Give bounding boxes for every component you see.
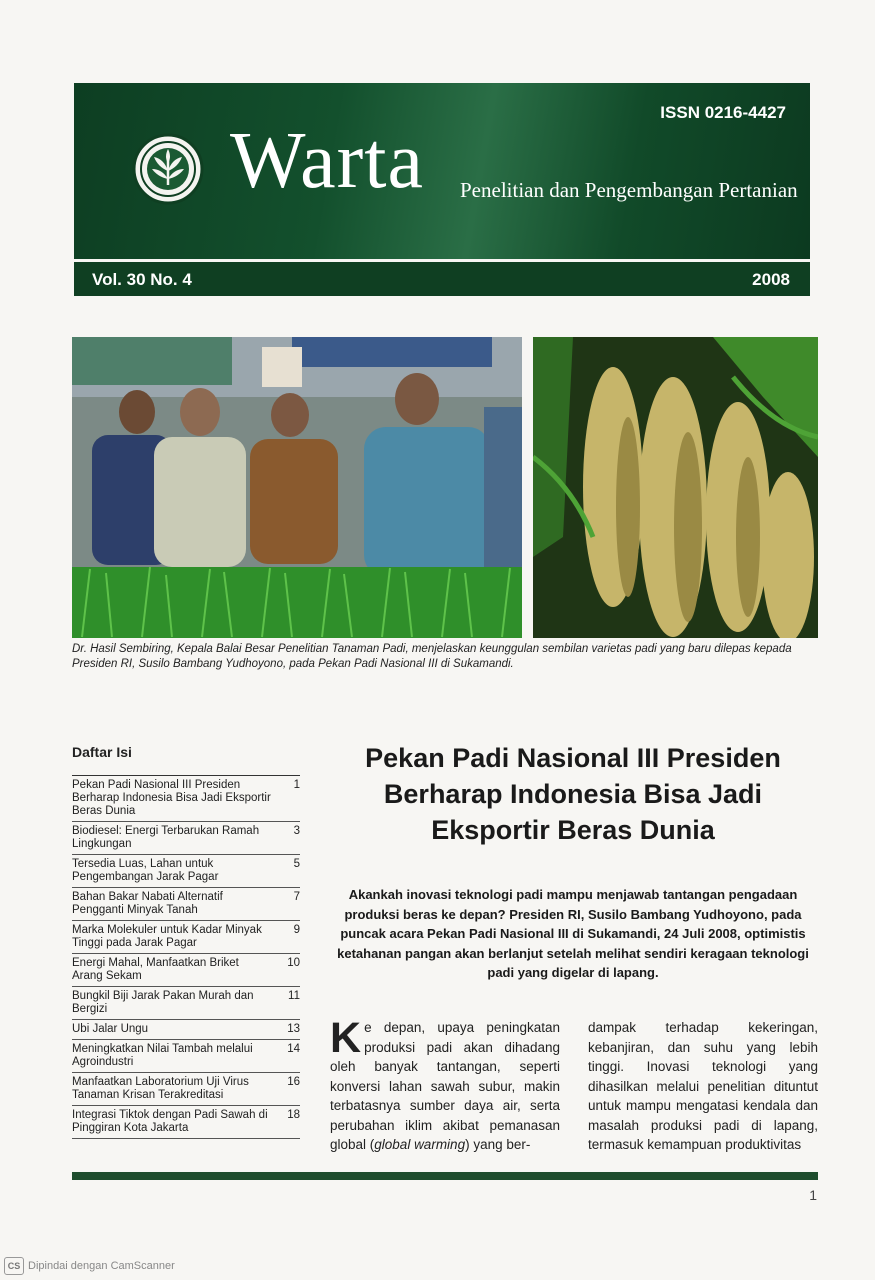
toc-item[interactable]	[72, 822, 300, 855]
toc-item[interactable]	[72, 1106, 300, 1139]
toc-item-title: Marka Molekuler untuk Kadar Minyak Tinggi pada Jarak Pagar	[72, 924, 262, 949]
toc-item-title: Energi Mahal, Manfaatkan Briket Arang Sekam	[72, 957, 239, 982]
toc-item[interactable]	[72, 855, 300, 888]
toc-item-page: 9	[293, 924, 300, 936]
ministry-logo-icon	[130, 131, 206, 207]
photo-president-visit	[72, 337, 522, 638]
toc-item[interactable]	[72, 954, 300, 987]
photo-caption: Dr. Hasil Sembiring, Kepala Balai Besar Penelitian Tanaman Padi, menjelaskan keunggulan sembilan varietas padi yang baru dilepas kepada Presiden RI, Susilo Bambang Yudhoyono, pada Pekan Padi Nasional III di Sukamandi.	[72, 643, 792, 670]
footer-rule	[72, 1172, 818, 1180]
toc-item-page: 5	[293, 858, 300, 870]
publication-title: Warta	[230, 117, 424, 205]
toc-item-title: Biodiesel: Energi Terbarukan Ramah Lingkungan	[72, 825, 260, 850]
toc-item[interactable]	[72, 987, 300, 1020]
toc-item-title: Manfaatkan Laboratorium Uji Virus Tanaman Krisan Terakreditasi	[72, 1076, 249, 1101]
toc-item-page: 18	[287, 1109, 300, 1121]
toc-item-page: 11	[288, 990, 300, 1002]
toc-item-title: Tersedia Luas, Lahan untuk Pengembangan Jarak Pagar	[72, 858, 219, 883]
toc-item-title: Meningkatkan Nilai Tambah melalui Agroindustri	[72, 1043, 253, 1068]
column-1-text: e depan, upaya peningkatan produksi padi akan dihadang oleh banyak tantangan, seperti konversi lahan sawah subur, makin terbatasnya sumber daya air, serta perubahan iklim akibat pemanasan global (	[330, 1020, 560, 1152]
masthead	[74, 83, 810, 259]
article-column-2: dampak terhadap kekeringan, kebanjiran, dan suhu yang lebih tinggi. Inovasi teknologi yang dihasilkan melalui penelitian dituntut untuk mampu mengatasi kendala dan masalah produksi padi di lapang, termasuk kemampuan produktivitas	[588, 1020, 818, 1152]
toc-item[interactable]	[72, 1073, 300, 1106]
toc-item-page: 13	[287, 1023, 300, 1035]
article-lead: Akankah inovasi teknologi padi mampu menjawab tantangan pengadaan produksi beras ke depan? Presiden RI, Susilo Bambang Yudhoyono, pada puncak acara Pekan Padi Nasional III di Sukamandi, 24 Juli 2008, optimistis ketahanan pangan akan berlanjut setelah melihat sendiri keragaan teknologi padi yang digelar di lapang.	[337, 887, 809, 980]
volume-bar	[74, 262, 810, 296]
toc-item[interactable]	[72, 888, 300, 921]
camscanner-logo-icon: CS	[4, 1257, 24, 1275]
toc-item-page: 1	[293, 779, 300, 791]
toc-item[interactable]	[72, 921, 300, 954]
scanner-text: Dipindai dengan CamScanner	[28, 1260, 175, 1272]
article-column-1	[330, 1014, 560, 1155]
drop-cap: K	[330, 1014, 362, 1062]
toc-item-title: Bungkil Biji Jarak Pakan Murah dan Bergizi	[72, 990, 254, 1015]
toc-item[interactable]	[72, 1020, 300, 1040]
publication-subtitle: Penelitian dan Pengembangan Pertanian	[460, 178, 798, 202]
publication-year: 2008	[752, 270, 790, 289]
volume-number: Vol. 30 No. 4	[92, 270, 192, 289]
table-of-contents	[72, 775, 300, 1139]
scanner-watermark	[4, 1257, 175, 1275]
toc-item-page: 3	[293, 825, 300, 837]
photo-rice-panicles	[533, 337, 818, 638]
toc-item-page: 16	[287, 1076, 300, 1088]
toc-item-page: 14	[287, 1043, 300, 1055]
toc-item-title: Integrasi Tiktok dengan Padi Sawah di Pinggiran Kota Jakarta	[72, 1109, 268, 1134]
toc-item[interactable]	[72, 776, 300, 822]
toc-item-title: Bahan Bakar Nabati Alternatif Pengganti Minyak Tanah	[72, 891, 223, 916]
toc-heading: Daftar Isi	[72, 744, 132, 760]
column-1-tail: ) yang ber-	[465, 1137, 531, 1152]
article-headline: Pekan Padi Nasional III Presiden Berharap Indonesia Bisa Jadi Eksportir Beras Dunia	[365, 743, 781, 845]
toc-item-title: Pekan Padi Nasional III Presiden Berharap Indonesia Bisa Jadi Eksportir Beras Dunia	[72, 779, 271, 817]
toc-item[interactable]	[72, 1040, 300, 1073]
toc-item-page: 10	[287, 957, 300, 969]
issn: ISSN 0216-4427	[660, 103, 786, 122]
toc-item-page: 7	[293, 891, 300, 903]
column-1-italic: global warming	[374, 1137, 466, 1152]
page-number: 1	[809, 1187, 817, 1203]
toc-item-title: Ubi Jalar Ungu	[72, 1023, 149, 1035]
